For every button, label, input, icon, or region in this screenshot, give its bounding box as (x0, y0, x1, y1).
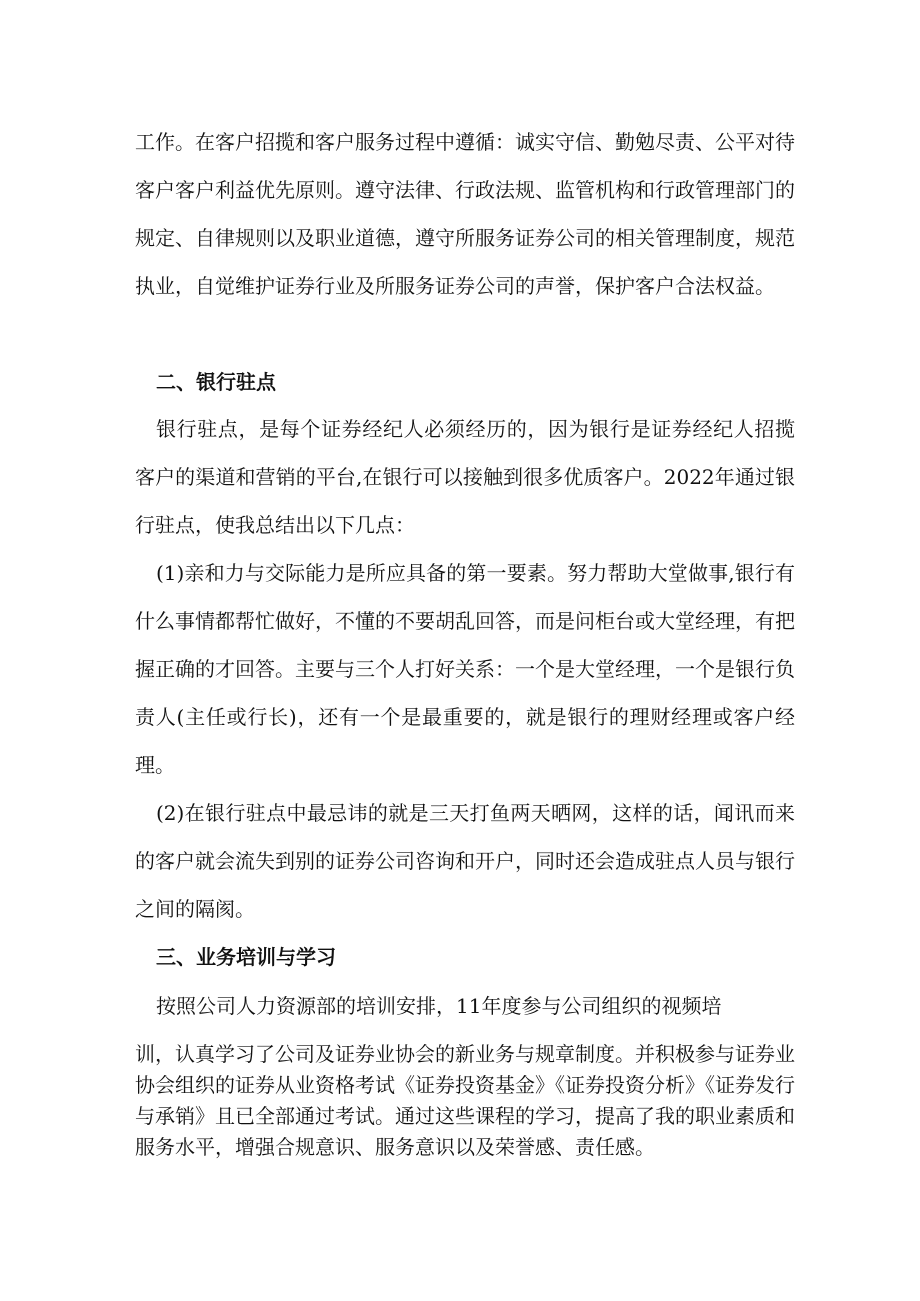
paragraph-point-1: (1)亲和力与交际能力是所应具备的第一要素。努力帮助大堂做事,银行有什么事情都帮忙做好，不懂的不要胡乱回答，而是问柜台或大堂经理，有把握正确的才回答。主要与三个人打好关系：一个是大堂经理，一个是银行负责人(主任或行长)，还有一个是最重要的，就是银行的理财经理或客户经理。 (135, 561, 795, 777)
paragraph-training-rest: 训，认真学习了公司及证券业协会的新业务与规章制度。并积极参与证券业协会组织的证券从业资格考试《证券投资基金》《证券投资分析》《证券发行与承销》且已全部通过考试。通过这些课程的学习，提高了我的职业素质和服务水平，增强合规意识、服务意识以及荣誉感、责任感。 (135, 1042, 795, 1159)
paragraph-intro: 工作。在客户招揽和客户服务过程中遵循：诚实守信、勤勉尽责、公平对待客户客户利益优先原则。遵守法律、行政法规、监管机构和行政管理部门的规定、自律规则以及职业道德，遵守所服务证券公司的相关管理制度，规范执业，自觉维护证券行业及所服务证券公司的声誉，保护客户合法权益。 (135, 130, 795, 298)
paragraph-training-start: 按照公司人力资源部的培训安排，11年度参与公司组织的视频培 (156, 994, 722, 1018)
section-heading-training: 三、业务培训与学习 (156, 945, 336, 969)
paragraph-point-2: (2)在银行驻点中最忌讳的就是三天打鱼两天晒网，这样的话，闻讯而来的客户就会流失到别的证券公司咨询和开户，同时还会造成驻点人员与银行之间的隔阂。 (135, 801, 795, 921)
paragraph-bank: 银行驻点，是每个证券经纪人必须经历的，因为银行是证券经纪人招揽客户的渠道和营销的平台,在银行可以接触到很多优质客户。2022年通过银行驻点，使我总结出以下几点： (135, 417, 795, 537)
section-heading-bank: 二、银行驻点 (156, 370, 276, 394)
